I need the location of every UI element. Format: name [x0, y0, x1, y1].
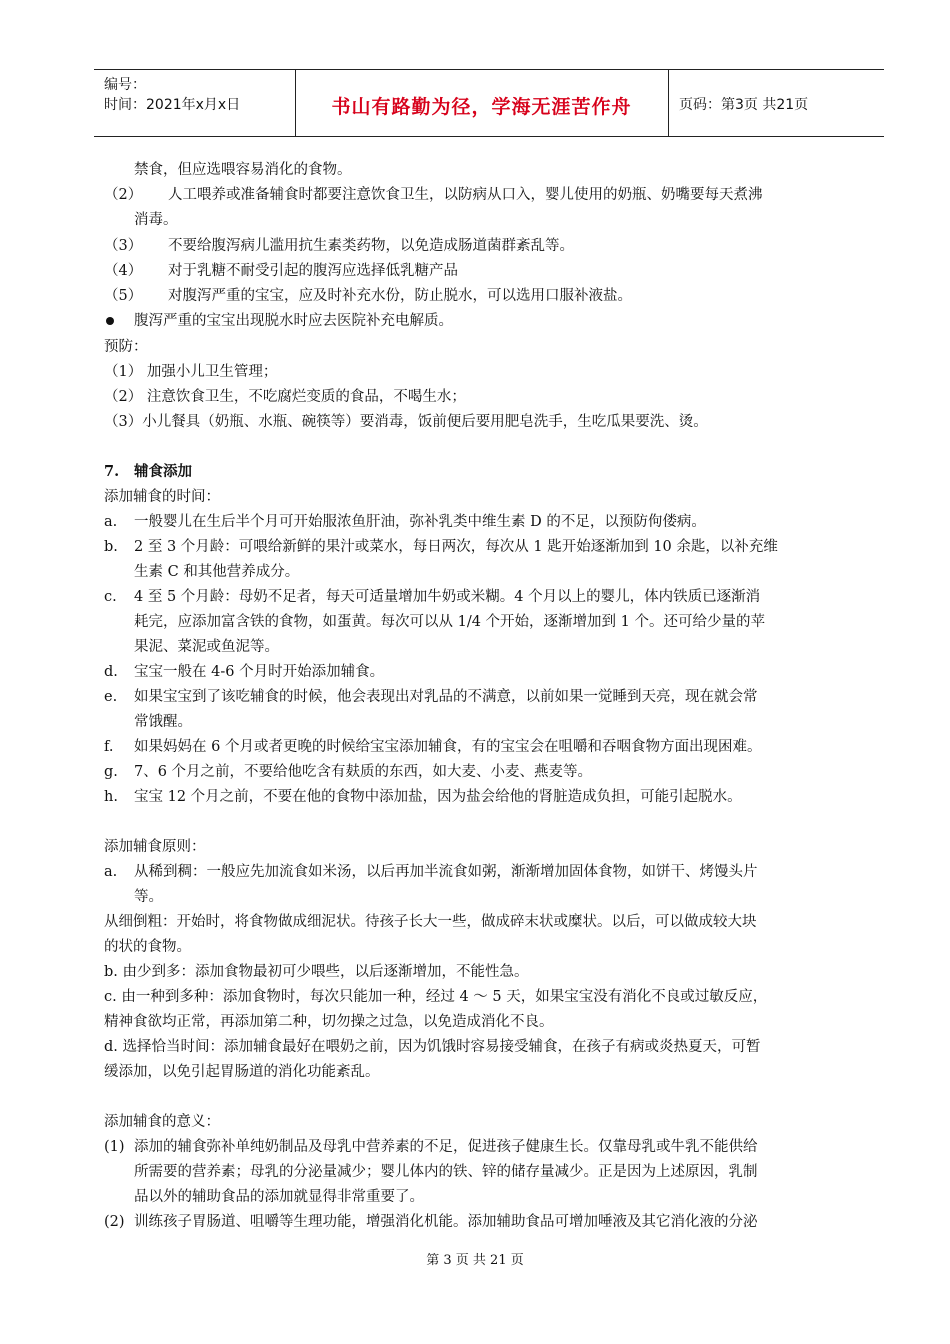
paragraph-line: b. 由少到多：添加食物最初可少喂些，以后逐渐增加，不能性急。 — [104, 964, 529, 980]
list-number: （4） — [104, 263, 143, 279]
list-item-text: 添加的辅食弥补单纯奶制品及母乳中营养素的不足，促进孩子健康生长。仅靠母乳或牛乳不能供给 — [134, 1139, 758, 1155]
paragraph-line: c. 由一种到多种：添加食物时，每次只能加一种，经过 4 ～ 5 天，如果宝宝没有消化不良或过敏反应， — [104, 989, 768, 1005]
list-label: b. — [104, 539, 118, 555]
subsection-heading: 添加辅食原则： — [104, 839, 206, 855]
list-item-text: 不要给腹泻病儿滥用抗生素类药物，以免造成肠道菌群紊乱等。 — [168, 238, 574, 254]
list-number: （5） — [104, 288, 143, 304]
paragraph-line: 禁食，但应选喂容易消化的食物。 — [134, 162, 352, 178]
list-item-text: 品以外的辅助食品的添加就显得非常重要了。 — [134, 1189, 424, 1205]
list-label: e. — [104, 689, 118, 705]
list-number: （3） — [104, 238, 143, 254]
document-time-label: 时间：2021年x月x日 — [104, 97, 241, 113]
header-meta-cell — [94, 70, 296, 136]
list-item-text: 一般婴儿在生后半个月可开始服浓鱼肝油，弥补乳类中维生素 D 的不足，以预防佝偻病。 — [134, 514, 706, 530]
section-heading: 预防： — [104, 339, 148, 355]
list-item-text: 2 至 3 个月龄：可喂给新鲜的果汁或菜水，每日两次，每次从 1 匙开始逐渐加到 10 余匙，以补充维 — [134, 539, 778, 555]
list-label: g. — [104, 764, 118, 780]
list-label: (1) — [104, 1139, 125, 1155]
paragraph-line: 从细倒粗：开始时，将食物做成细泥状。待孩子长大一些，做成碎末状或糜状。以后，可以做成较大块 — [104, 914, 757, 930]
page-header — [94, 69, 884, 137]
paragraph-line: d. 选择恰当时间：添加辅食最好在喂奶之前，因为饥饿时容易接受辅食，在孩子有病或炎热夏天，可暂 — [104, 1039, 761, 1055]
list-label: a. — [104, 514, 118, 530]
list-item-text: （2） 注意饮食卫生，不吃腐烂变质的食品，不喝生水； — [104, 389, 466, 405]
list-item-text: 如果宝宝到了该吃辅食的时候，他会表现出对乳品的不满意，以前如果一觉睡到天亮，现在就会常 — [134, 689, 758, 705]
list-item-text: 所需要的营养素；母乳的分泌量减少；婴儿体内的铁、锌的储存量减少。正是因为上述原因，乳制 — [134, 1164, 758, 1180]
subsection-heading: 添加辅食的时间： — [104, 489, 220, 505]
section-title: 辅食添加 — [134, 463, 192, 480]
page-info: 页码：第3页 共21页 — [679, 97, 809, 113]
paragraph-line: 的状的食物。 — [104, 939, 191, 955]
list-item-text: 宝宝 12 个月之前，不要在他的食物中添加盐，因为盐会给他的肾脏造成负担，可能引起脱水。 — [134, 789, 742, 805]
list-label: (2) — [104, 1214, 125, 1230]
list-label: f. — [104, 739, 114, 755]
paragraph-line: 精神食欲均正常，再添加第二种，切勿操之过急，以免造成消化不良。 — [104, 1014, 554, 1030]
document-number-label: 编号： — [104, 77, 146, 93]
list-label: h. — [104, 789, 118, 805]
list-item-text: 果泥、菜泥或鱼泥等。 — [134, 639, 279, 655]
page-footer: 第 3 页 共 21 页 — [426, 1253, 524, 1268]
list-item-text: 训练孩子胃肠道、咀嚼等生理功能，增强消化机能。添加辅助食品可增加唾液及其它消化液的分泌 — [134, 1214, 758, 1230]
header-page-cell — [669, 70, 884, 136]
list-item-text: 宝宝一般在 4-6 个月时开始添加辅食。 — [134, 664, 385, 680]
list-item-text: （1） 加强小儿卫生管理； — [104, 364, 278, 380]
bullet-item-text: 腹泻严重的宝宝出现脱水时应去医院补充电解质。 — [134, 313, 453, 329]
list-item-text: 常饿醒。 — [134, 714, 192, 730]
motto-text: 书山有路勤为径，学海无涯苦作舟 — [331, 96, 632, 118]
section-number: 7. — [104, 463, 120, 480]
list-item-text: 生素 C 和其他营养成分。 — [134, 564, 300, 580]
list-item-text: 耗完，应添加富含铁的食物，如蛋黄。每次可以从 1/4 个开始，逐渐增加到 1 个。还可给少量的苹 — [134, 614, 765, 630]
list-item-text: 如果妈妈在 6 个月或者更晚的时候给宝宝添加辅食，有的宝宝会在咀嚼和吞咽食物方面出现困难。 — [134, 739, 762, 755]
list-label: d. — [104, 664, 118, 680]
paragraph-line: 缓添加，以免引起胃肠道的消化功能紊乱。 — [104, 1064, 380, 1080]
list-item-text: 4 至 5 个月龄：母奶不足者，每天可适量增加牛奶或米糊。4 个月以上的婴儿，体内铁质已逐渐消 — [134, 589, 761, 605]
list-label: a. — [104, 864, 118, 880]
list-item-text: 等。 — [134, 889, 163, 905]
list-item-text: 对腹泻严重的宝宝，应及时补充水份，防止脱水，可以选用口服补液盐。 — [168, 288, 632, 304]
list-label: c. — [104, 589, 117, 605]
list-item-text: （3）小儿餐具（奶瓶、水瓶、碗筷等）要消毒，饭前便后要用肥皂洗手，生吃瓜果要洗、烫。 — [104, 414, 708, 430]
bullet-dot-icon — [106, 317, 114, 325]
list-item-text: 消毒。 — [134, 212, 178, 228]
list-item-text: 7、6 个月之前，不要给他吃含有麸质的东西，如大麦、小麦、燕麦等。 — [134, 764, 593, 780]
list-number: （2） — [104, 187, 143, 203]
subsection-heading: 添加辅食的意义： — [104, 1114, 220, 1130]
list-item-text: 从稀到稠：一般应先加流食如米汤，以后再加半流食如粥，渐渐增加固体食物，如饼干、烤馒头片 — [134, 864, 758, 880]
header-motto-cell — [295, 70, 669, 136]
list-item-text: 人工喂养或准备辅食时都要注意饮食卫生，以防病从口入，婴儿使用的奶瓶、奶嘴要每天煮沸 — [168, 187, 763, 203]
list-item-text: 对于乳糖不耐受引起的腹泻应选择低乳糖产品 — [168, 263, 458, 279]
